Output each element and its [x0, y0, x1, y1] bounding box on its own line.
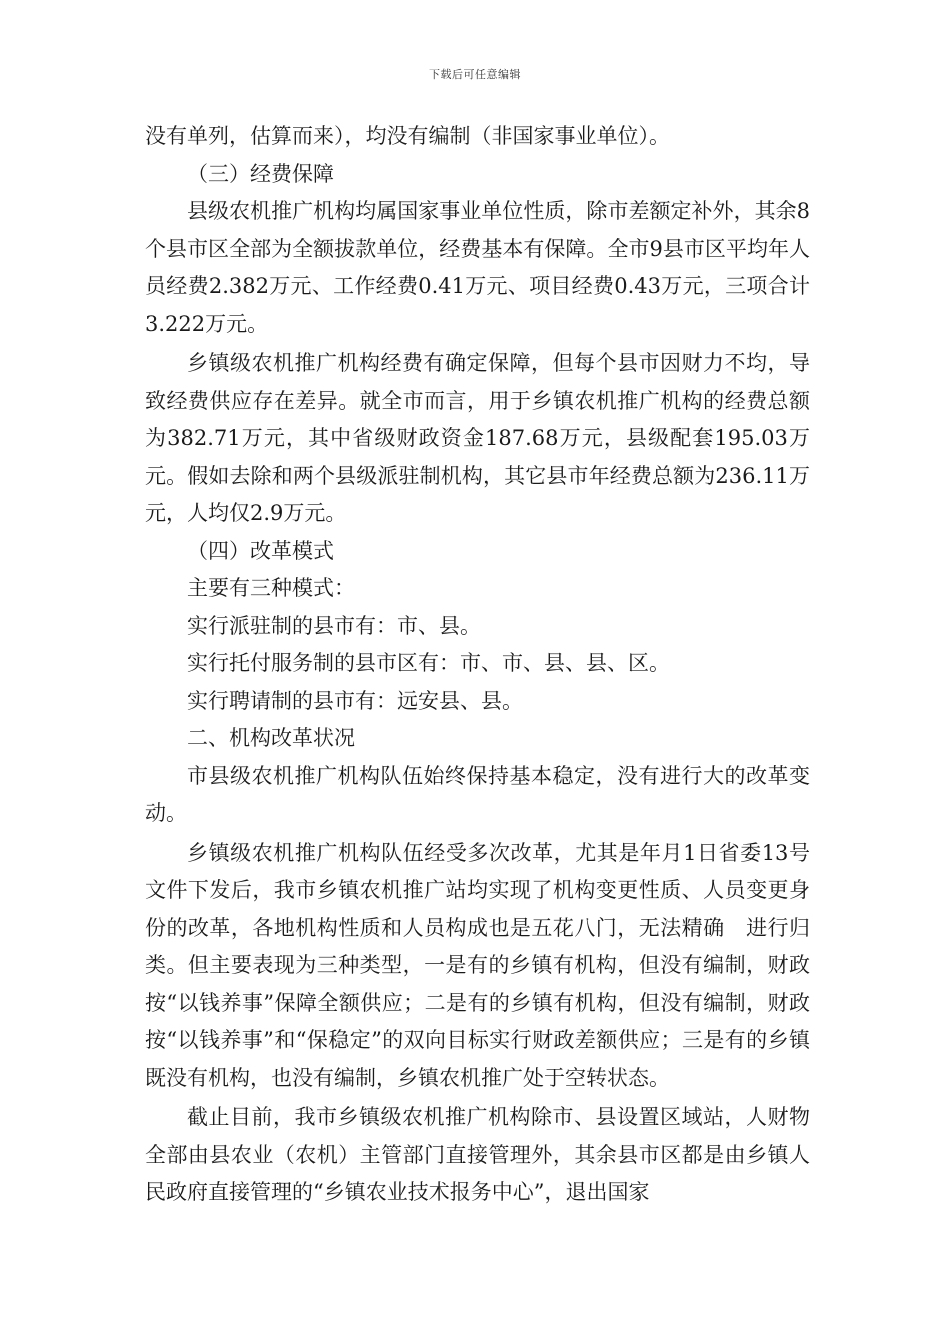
page-header: 下载后可任意编辑: [429, 68, 521, 81]
paragraph-county-stability: 市县级农机推广机构队伍始终保持基本稳定，没有进行大的改革变动。: [145, 763, 810, 825]
paragraph-dispatch-system: 实行派驻制的县市有：市、县。: [187, 613, 481, 638]
paragraph-township-funding: 乡镇级农机推广机构经费有确定保障，但每个县市因财力不均，导致经费供应存在差异。就全市而言，用于乡镇农机推广机构的经费总额为382.71万元，其中省级财政资金187.68万元，县级配套195.03万元。假如去除和两个县级派驻制机构，其它县市年经费总额为236.11万元，人均仅2.9万元。: [145, 351, 810, 525]
paragraph-county-funding: 县级农机推广机构均属国家事业单位性质，除市差额定补外，其余8个县市区全部为全额拔款单位，经费基本有保障。全市9县市区平均年人员经费2.382万元、工作经费0.41万元、项目经费0.43万元，三项合计3.222万元。: [145, 199, 810, 336]
document-body: [145, 118, 810, 1212]
section-heading-institutional-reform: 二、机构改革状况: [187, 726, 355, 750]
paragraph-three-modes: 主要有三种模式：: [187, 576, 355, 600]
section-heading-reform-modes: （四）改革模式: [187, 538, 334, 563]
paragraph-township-reform: 乡镇级农机推广机构队伍经受多次改革，尤其是年月1日省委13号文件下发后，我市乡镇农机推广站均实现了机构变更性质、人员变更身份的改革，各地机构性质和人员构成也是五花八门，无法精确 进行归类。但主要表现为三种类型，一是有的乡镇有机构，但没有编制，财政按“以钱养事”保障全额供应；二是有的乡镇有机构，但没有编制，财政按“以钱养事”和“保稳定”的双向目标实行财政差额供应；三是有的乡镇既没有机构，也没有编制，乡镇农机推广处于空转状态。: [145, 840, 810, 1090]
section-heading-funding: （三）经费保障: [187, 161, 334, 186]
paragraph-continuation: 没有单列，估算而来），均没有编制（非国家事业单位）。: [145, 124, 670, 148]
paragraph-current-status: 截止目前，我市乡镇级农机推广机构除市、县设置区域站，人财物全部由县农业（农机）主管部门直接管理外，其余县市区都是由乡镇人民政府直接管理的“乡镇农业技术报务中心”，退出国家: [145, 1105, 810, 1204]
paragraph-hiring-system: 实行聘请制的县市有：远安县、县。: [187, 688, 523, 713]
paragraph-entrusted-service: 实行托付服务制的县市区有：市、市、县、县、区。: [187, 651, 670, 675]
